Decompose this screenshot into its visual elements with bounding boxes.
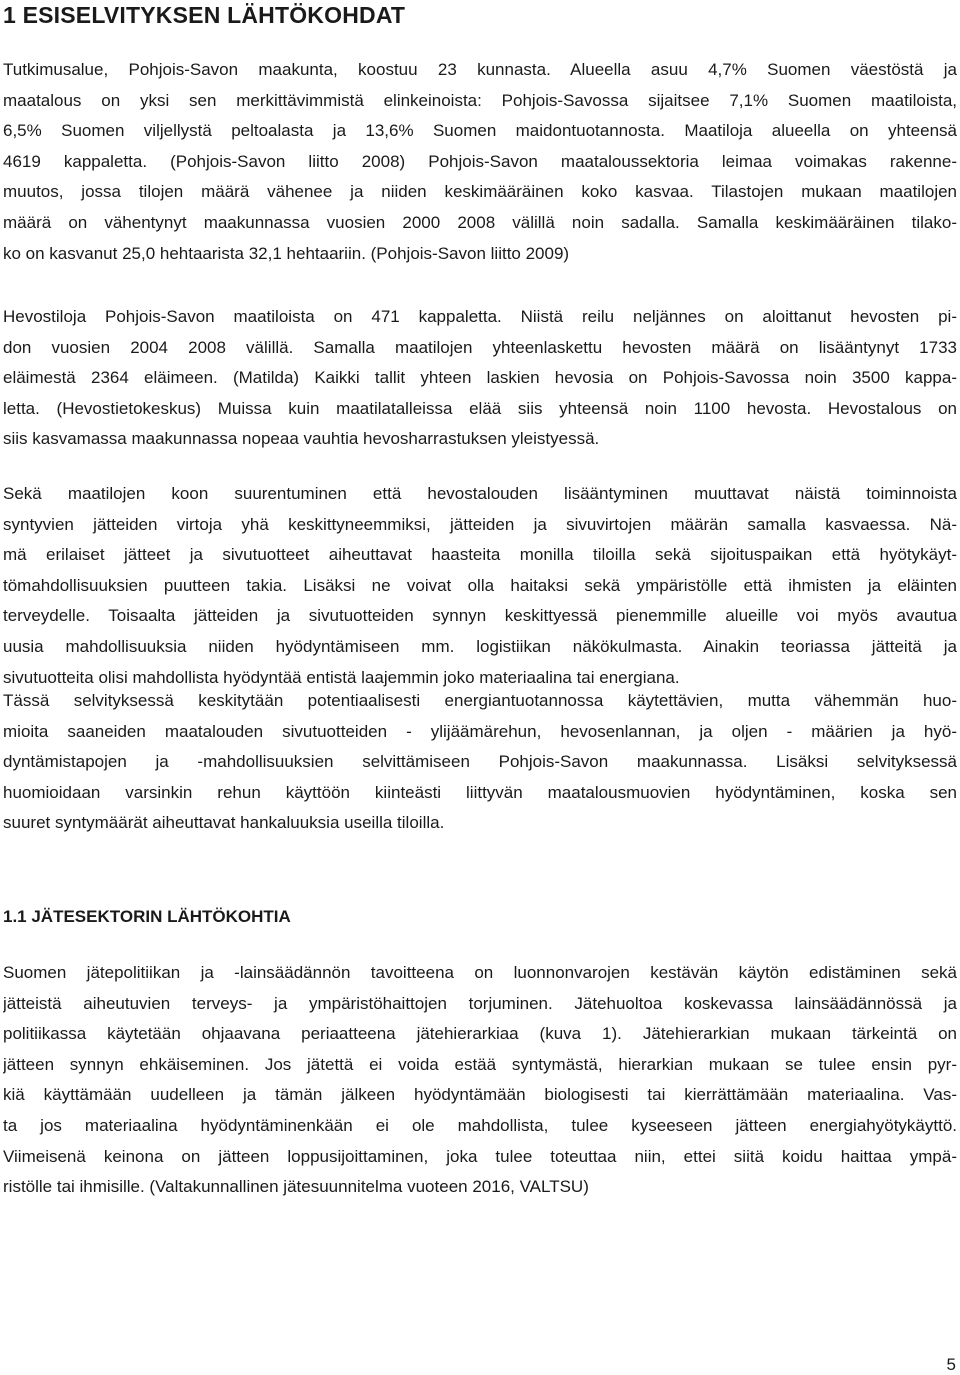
text-line: don vuosien 2004 2008 välillä. Samalla maatilojen yhteenlaskettu hevosten määrä on lisääntynyt 1733 <box>3 337 957 357</box>
text-line: sivutuotteita olisi mahdollista hyödyntää entistä laajemmin joko materiaalina tai energiana. <box>3 667 680 687</box>
text-line: kiä käyttämään uudelleen ja tämän jälkeen hyödyntämään biologisesti tai kierrättämään materiaalina. Vas- <box>3 1085 957 1105</box>
paragraph-4 <box>3 686 957 839</box>
text-line: Viimeisenä keinona on jätteen loppusijoittaminen, joka tulee toteuttaa niin, ettei siitä koidu haittaa ympä- <box>3 1146 957 1166</box>
paragraph-3 <box>3 479 957 693</box>
text-line: Sekä maatilojen koon suurentuminen että hevostalouden lisääntyminen muuttavat näistä toiminnoista <box>3 484 957 503</box>
text-line: Tässä selvityksessä keskitytään potentiaalisesti energiantuotannossa käytettävien, mutta vähemmän huo- <box>3 691 957 710</box>
paragraph-2 <box>3 302 957 455</box>
text-line: dyntämistapojen ja -mahdollisuuksien selvittämiseen Pohjois-Savon maakunnassa. Lisäksi selvityksessä <box>3 752 957 772</box>
text-line: uusia mahdollisuuksia niiden hyödyntämiseen mm. logistiikan näkökulmasta. Ainakin teoriassa jätteitä ja <box>3 636 957 656</box>
text-line: 6,5% Suomen viljellystä peltoalasta ja 13,6% Suomen maidontuotannosta. Maatiloja alueella on yhteensä <box>3 121 957 141</box>
text-line: jätteen synnyn ehkäiseminen. Jos jätettä ei voida estää syntymästä, hierarkian mukaan se tulee ensin pyr- <box>3 1054 957 1074</box>
text-line: ko on kasvanut 25,0 hehtaarista 32,1 hehtaariin. (Pohjois-Savon liitto 2009) <box>3 243 570 263</box>
page-number: 5 <box>946 1355 956 1374</box>
paragraph-1 <box>3 55 957 269</box>
text-line: letta. (Hevostietokeskus) Muissa kuin maatilatalleissa elää siis yhteensä noin 1100 hevosta. Hevostalous on <box>3 398 957 418</box>
subsection-heading: 1.1 JÄTESEKTORIN LÄHTÖKOHTIA <box>3 907 291 926</box>
text-line: Tutkimusalue, Pohjois-Savon maakunta, koostuu 23 kunnasta. Alueella asuu 4,7% Suomen väestöstä ja <box>3 60 957 79</box>
text-line: jätteistä aiheutuvien terveys- ja ympäristöhaittojen torjuminen. Jätehuoltoa koskevassa lainsäädännössä ja <box>3 993 957 1013</box>
text-line: terveydelle. Toisaalta jätteiden ja sivutuotteiden synnyn keskittyessä pienemmille alueille voi myös avautua <box>3 606 957 626</box>
text-line: ta jos materiaalina hyödyntäminenkään ei ole mahdollista, tulee kyseeseen jätteen energiahyötykäyttö. <box>3 1115 957 1135</box>
text-line: mioita saaneiden maatalouden sivutuotteiden - ylijäämärehun, hevosenlannan, ja oljen - määrien ja hyö- <box>3 721 957 741</box>
text-line: eläimestä 2364 eläimeen. (Matilda) Kaikki tallit yhteen laskien hevosia on Pohjois-Savossa noin 3500 kappa- <box>3 368 957 388</box>
text-line: määrä on vähentynyt maakunnassa vuosien 2000 2008 välillä noin sadalla. Samalla keskimääräinen tilako- <box>3 212 957 232</box>
text-line: huomioidaan varsinkin rehun käyttöön kiinteästi liittyvän maatalousmuovien hyödyntäminen, koska sen <box>3 782 957 802</box>
text-line: tömahdollisuuksien puutteen takia. Lisäksi ne voivat olla haitaksi sekä ympäristölle että ihmisten ja eläinten <box>3 575 957 595</box>
text-line: ristölle tai ihmisille. (Valtakunnallinen jätesuunnitelma vuoteen 2016, VALTSU) <box>3 1177 589 1197</box>
text-line: mä erilaiset jätteet ja sivutuotteet aiheuttavat haasteita monilla tiloilla sekä sijoituspaikan että hyötykäyt- <box>3 545 957 565</box>
text-line: muutos, jossa tilojen määrä vähenee ja niiden keskimääräinen koko kasvaa. Tilastojen mukaan maatilojen <box>3 182 957 202</box>
text-line: suuret syntymäärät aiheuttavat hankaluuksia useilla tiloilla. <box>3 813 445 833</box>
text-line: politiikassa käytetään ohjaavana periaatteena jätehierarkiaa (kuva 1). Jätehierarkian mukaan tärkeintä on <box>3 1024 957 1044</box>
text-line: siis kasvamassa maakunnassa nopeaa vauhtia hevosharrastuksen yleistyessä. <box>3 429 600 449</box>
text-line: syntyvien jätteiden virtoja yhä keskittyneemmiksi, jätteiden ja sivuvirtojen määrän samalla kasvaessa. Nä- <box>3 514 957 534</box>
paragraph-5 <box>3 958 957 1203</box>
text-line: Suomen jätepolitiikan ja -lainsäädännön tavoitteena on luonnonvarojen kestävän käytön edistäminen sekä <box>3 963 957 982</box>
text-line: maatalous on yksi sen merkittävimmistä elinkeinoista: Pohjois-Savossa sijaitsee 7,1% Suomen maatiloista, <box>3 90 957 110</box>
text-line: 4619 kappaletta. (Pohjois-Savon liitto 2008) Pohjois-Savon maataloussektoria leimaa voimakas rakenne- <box>3 151 957 171</box>
section-heading: 1 ESISELVITYKSEN LÄHTÖKOHDAT <box>3 2 406 28</box>
text-line: Hevostiloja Pohjois-Savon maatiloista on 471 kappaletta. Niistä reilu neljännes on aloittanut hevosten pi- <box>3 307 957 326</box>
